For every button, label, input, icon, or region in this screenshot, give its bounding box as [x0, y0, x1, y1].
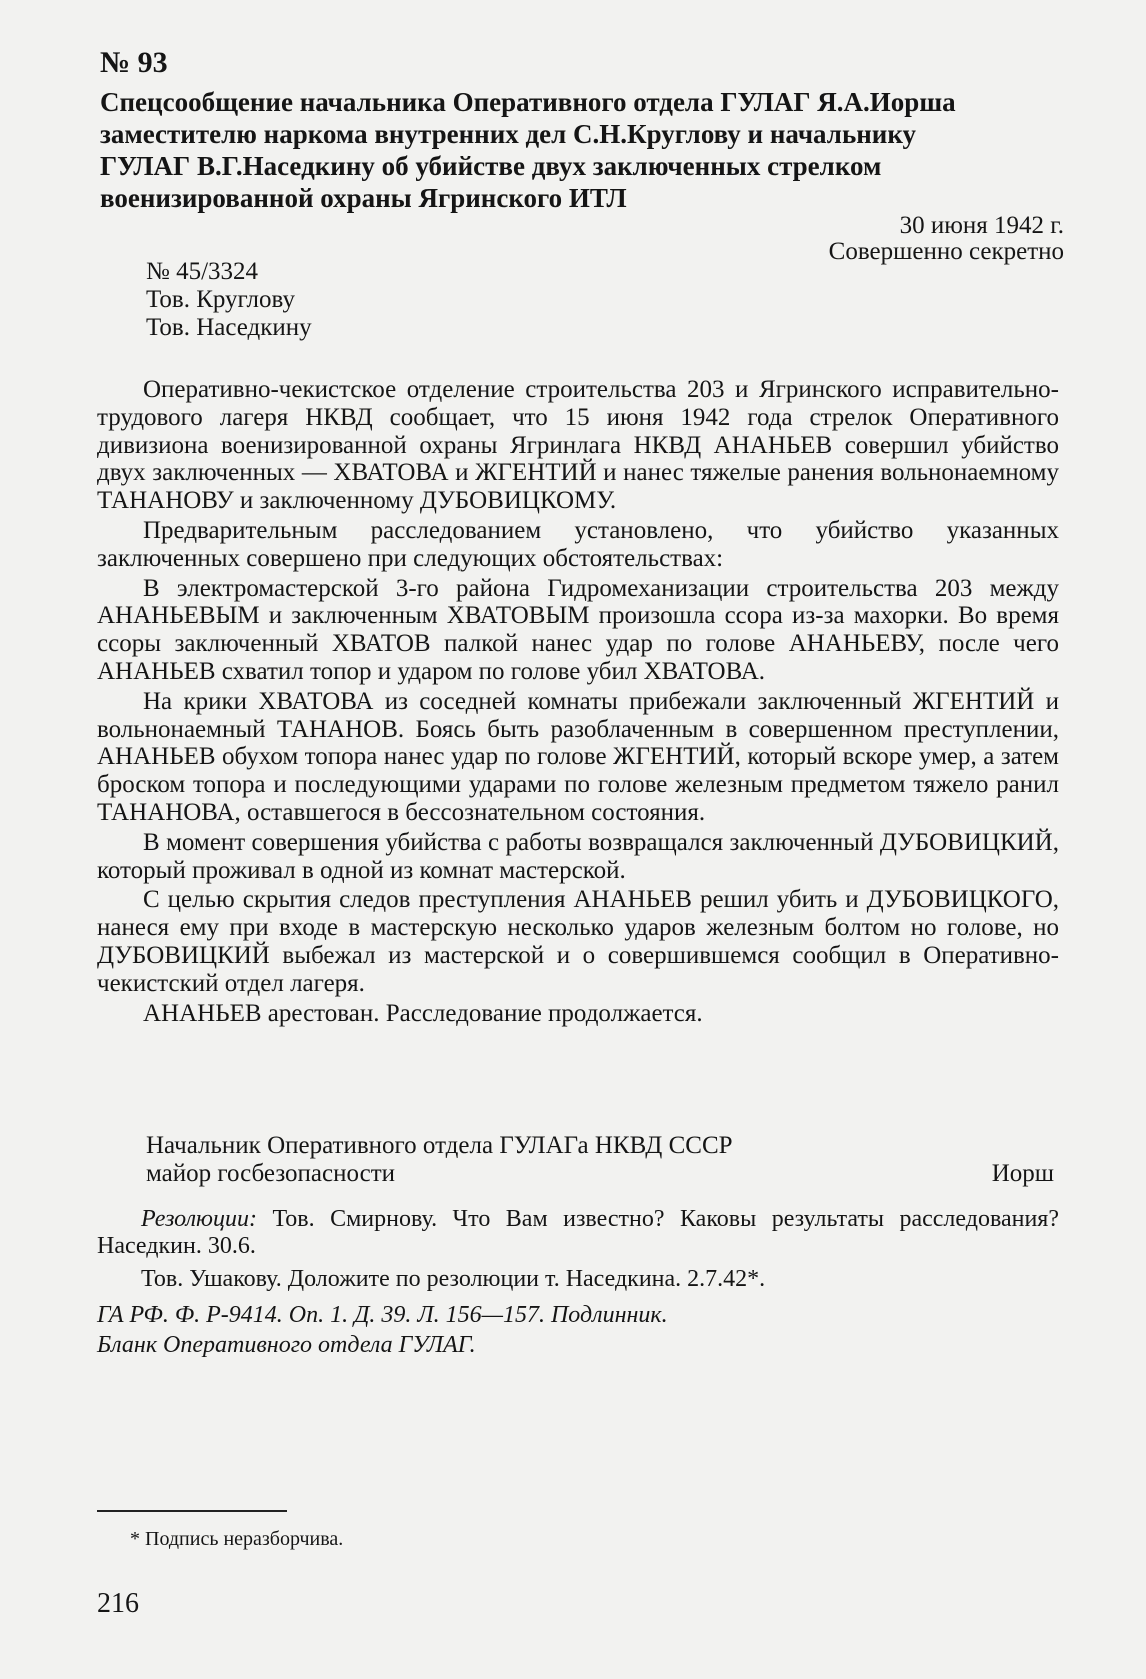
footnote-divider	[97, 1510, 287, 1512]
body-paragraph: С целью скрытия следов преступления АНАНЬЕВ решил убить и ДУБОВИЦКОГО, нанеся ему при входе в мастерскую несколько ударов железным болтом но голове, но ДУБОВИЦКИЙ выбежал из мастерской и о совершившемся сообщил в Оперативно-чекистский отдел лагеря.	[97, 886, 1059, 997]
signature-title: Начальник Оперативного отдела ГУЛАГа НКВД СССР	[146, 1132, 733, 1159]
title-line: Спецсообщение начальника Оперативного отдела ГУЛАГ Я.А.Иорша	[100, 87, 956, 117]
body-paragraph: Оперативно-чекистское отделение строительства 203 и Ягринского исправительно-трудового лагеря НКВД сообщает, что 15 июня 1942 года стрелок Оперативного дивизиона военизированной охраны Ягринлага НКВД АНАНЬЕВ совершил убийство двух заключенных — ХВАТОВА и ЖГЕНТИЙ и нанес тяжелые ранения вольнонаемному ТАНАНОВУ и заключенному ДУБОВИЦКОМУ.	[97, 376, 1059, 515]
body-paragraph: Предварительным расследованием установлено, что убийство указанных заключенных совершено при следующих обстоятельствах:	[97, 516, 1059, 572]
document-body	[97, 376, 1059, 1029]
addressee-nasedkin: Тов. Наседкину	[146, 314, 312, 341]
resolution-second: Тов. Ушакову. Доложите по резолюции т. Наседкина. 2.7.42*.	[141, 1266, 766, 1292]
document-number: № 93	[100, 46, 168, 79]
classification-stamp: Совершенно секретно	[828, 238, 1064, 265]
title-line: военизированной охраны Ягринского ИТЛ	[100, 183, 627, 213]
archive-line: ГА РФ. Ф. Р-9414. Оп. 1. Д. 39. Л. 156—157. Подлинник.	[97, 1302, 668, 1328]
resolutions-label: Резолюции:	[141, 1206, 257, 1232]
archive-line: Бланк Оперативного отдела ГУЛАГ.	[97, 1332, 476, 1358]
resolution-first	[97, 1206, 1059, 1260]
archive-reference	[97, 1300, 668, 1360]
body-paragraph: В электромастерской 3-го района Гидромеханизации строительства 203 между АНАНЬЕВЫМ и заключенным ХВАТОВЫМ произошла ссора из-за махорки. Во время ссоры заключенный ХВАТОВ палкой нанес удар по голове АНАНЬЕВУ, после чего АНАНЬЕВ схватил топор и ударом по голове убил ХВАТОВА.	[97, 574, 1059, 685]
footnote: * Подпись неразборчива.	[130, 1528, 344, 1550]
title-line: заместителю наркома внутренних дел С.Н.Круглову и начальнику	[100, 119, 917, 149]
title-line: ГУЛАГ В.Г.Наседкину об убийстве двух заключенных стрелком	[100, 151, 882, 181]
body-paragraph: АНАНЬЕВ арестован. Расследование продолжается.	[143, 999, 703, 1027]
signature-name: Иорш	[991, 1160, 1054, 1187]
resolutions	[97, 1206, 1059, 1299]
body-paragraph: В момент совершения убийства с работы возвращался заключенный ДУБОВИЦКИЙ, который проживал в одной из комнат мастерской.	[97, 828, 1059, 884]
page-number: 216	[97, 1588, 139, 1619]
body-paragraph: На крики ХВАТОВА из соседней комнаты прибежали заключенный ЖГЕНТИЙ и вольнонаемный ТАНАНОВ. Боясь быть разоблаченным в совершенном преступлении, АНАНЬЕВ обухом топора нанес удар по голове ЖГЕНТИЙ, который вскоре умер, а затем броском топора и последующими ударами по голове железным предметом тяжело ранил ТАНАНОВА, оставшегося в бессознательном состояния.	[97, 687, 1059, 826]
addressee-kruglov: Тов. Круглову	[146, 286, 295, 313]
document-date: 30 июня 1942 г.	[899, 212, 1064, 239]
signature-rank: майор госбезопасности	[146, 1160, 396, 1187]
registration-number: № 45/3324	[146, 258, 259, 285]
document-title	[100, 86, 1060, 214]
resolution-first-text: Тов. Смирнову. Что Вам известно? Каковы результаты расследования? Наседкин. 30.6.	[97, 1206, 1059, 1259]
